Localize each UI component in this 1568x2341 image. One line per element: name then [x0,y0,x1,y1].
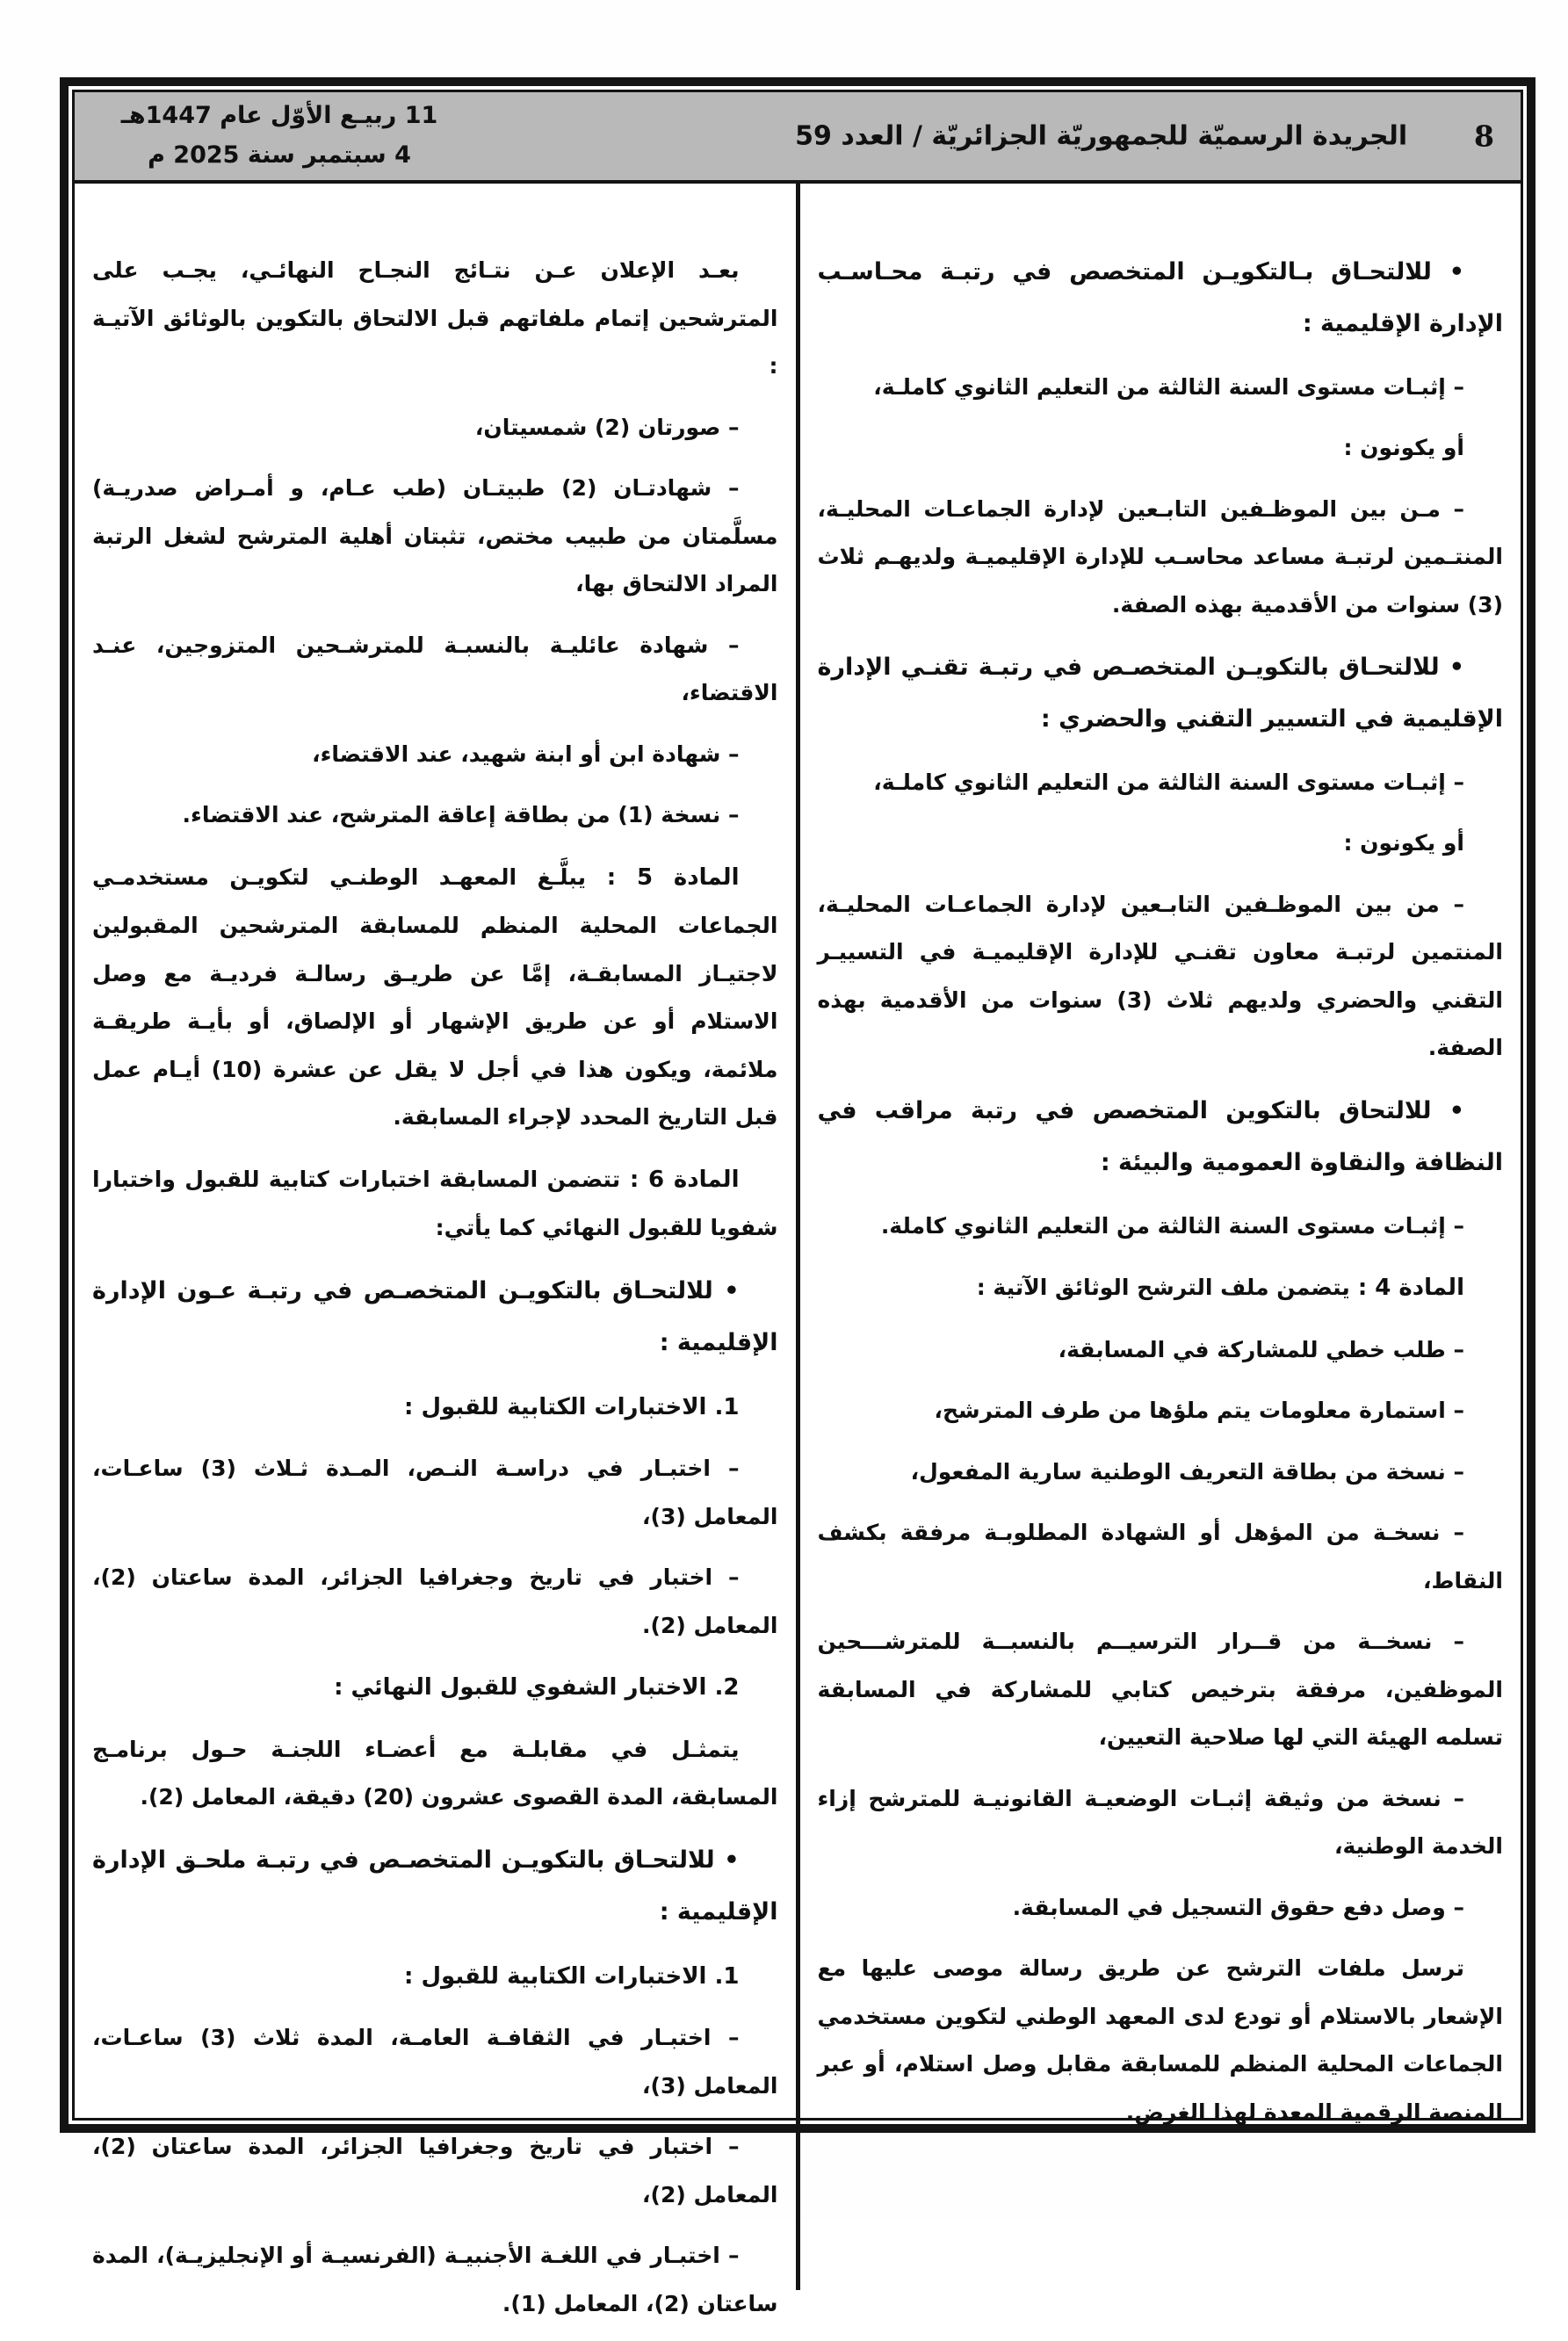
page-frame-inner [72,90,1523,2316]
list-item: – اختبـار في دراسـة النـص، المـدة ثـلاث (3) ساعـات، المعامل (3)، [92,1456,778,1529]
left-column [75,184,796,2341]
date-gregorian: 4 سبتمبر سنة 2025 م [148,141,411,169]
paragraph: أو يكونون : [1343,435,1464,461]
list-item: – مـن بين الموظـفين التابـعين لإدارة الجماعـات المحليـة، المنتـمين لرتبـة مساعد محاسـب للإدارة الإقليميـة ولديهـم ثلاث (3) سنوات من الأقدمية بهذه الصفة. [817,495,1503,618]
rank-heading: • للالتحـاق بالتكويـن المتخصـص في رتبـة عـون الإدارة الإقليمية : [92,1276,778,1356]
column-divider [796,184,800,2290]
test-subheading: 1. الاختبارات الكتابية للقبول : [404,1962,740,1990]
page-frame [60,77,1535,2316]
list-item: – نسخــة من قــرار الترسيــم بالنسبــة للمترشـــحين الموظفين، مرفقة بترخيص كتابي للمشاركة في المسابقة تسلمه الهيئة التي لها صلاحية التعيين، [817,1629,1503,1751]
list-item: – اختبار في تاريخ وجغرافيا الجزائر، المدة ساعتان (2)، المعامل (2)، [92,2134,778,2207]
journal-title: الجريدة الرسميّة للجمهوريّة الجزائريّة / العدد 59 [795,120,1408,152]
date-hijri: 11 ربيـع الأوّل عام 1447هـ [120,102,438,129]
article-paragraph: المادة 6 : تتضمن المسابقة اختبارات كتابية للقبول واختبارا شفويا للقبول النهائي كما يأتي: [92,1166,778,1241]
list-item: – استمارة معلومات يتم ملؤها من طرف المترشح، [934,1398,1464,1424]
list-item: – اختبار في تاريخ وجغرافيا الجزائر، المدة ساعتان (2)، المعامل (2). [92,1564,778,1638]
article-number: المادة 5 : [585,863,740,891]
page-number: 8 [1474,119,1494,154]
list-item: – نسخة (1) من بطاقة إعاقة المترشح، عند الاقتضاء. [182,802,740,827]
list-item: – إثبـات مستوى السنة الثالثة من التعليم الثانوي كاملـة، [873,373,1464,400]
rank-heading: • للالتحاق بالتكوين المتخصص في رتبة مراقب في النظافة والنقاوة العمومية والبيئة : [817,1096,1503,1176]
text-columns [75,184,1521,2341]
article-number: المادة 6 : [620,1166,740,1193]
test-subheading: 2. الاختبار الشفوي للقبول النهائي : [334,1674,740,1702]
list-item: – إثبـات مستوى السنة الثالثة من التعليم الثانوي كاملة. [880,1212,1464,1239]
paragraph: بعـد الإعلان عـن نتـائج النجـاح النهائـي، يجـب على المترشحين إتمام ملفاتهم قبل الالتحاق بالتكوين بالوثائق الآتيـة : [92,257,778,379]
article-paragraph: المادة 5 : يبلَّـغ المعهـد الوطنـي لتكويـن مستخدمـي الجماعات المحلية المنظم للمسابقة المترشحين المقبولين لاجتيـاز المسابقـة، إمَّا عن طريـق رسالـة فرديـة مع وصل الاستلام أو عن طريق الإشهار أو الإلصاق، أو بأيـة طريقـة ملائمة، ويكون هذا في أجل لا يقل عن عشرة (10) أيـام عمل قبل التاريخ المحدد لإجراء المسابقة. [92,863,778,1131]
list-item: – وصل دفع حقوق التسجيل في المسابقة. [1012,1894,1464,1920]
paragraph: أو يكونون : [1343,830,1464,856]
list-item: – نسخة من بطاقة التعريف الوطنية سارية المفعول، [910,1458,1464,1485]
list-item: – من بين الموظـفين التابـعين لإدارة الجماعـات المحليـة، المنتمين لرتبـة معاون تقنـي للإدارة الإقليميـة في التسييـر التقني والحضري ولديهم ثلاث (3) سنوات من الأقدمية بهذه الصفة. [817,891,1503,1061]
list-item: – شهادة عائليـة بالنسبـة للمترشـحين المتزوجين، عنـد الاقتضاء، [92,632,778,705]
list-item: – صورتان (2) شمسيتان، [474,414,740,440]
paragraph: ترسل ملفات الترشح عن طريق رسالة موصى عليها مع الإشعار بالاستلام أو تودع لدى المعهد الوطني لتكوين مستخدمي الجماعات المحلية المنظم للمسابقة مقابل وصل استلام، أو عبر المنصة الرقمية المعدة لهذا الغرض. [817,1955,1503,2125]
article-paragraph: المادة 4 : يتضمن ملف الترشح الوثائق الآتية : [976,1275,1464,1302]
issue-dates [90,97,468,175]
rank-heading: • للالتحـاق بـالتكويـن المتخصص في رتبـة محـاسـب الإدارة الإقليمية : [817,258,1503,337]
list-item: – نسخة من وثيقة إثبـات الوضعيـة القانونيـة للمترشح إزاء الخدمة الوطنية، [817,1785,1503,1860]
masthead [75,92,1521,184]
list-item: – اختبـار في الثقافـة العامـة، المدة ثلاث (3) ساعـات، المعامل (3)، [92,2025,778,2099]
test-subheading: 1. الاختبارات الكتابية للقبول : [404,1393,740,1420]
list-item: – شهادة ابن أو ابنة شهيد، عند الاقتضاء، [312,741,740,767]
rank-heading: • للالتحـاق بالتكويـن المتخصـص في رتبـة ملحـق الإدارة الإقليمية : [92,1846,778,1926]
article-number: المادة 4 : [1349,1275,1464,1302]
list-item: – طلب خطي للمشاركة في المسابقة، [1058,1336,1464,1362]
rank-heading: • للالتحـاق بالتكويـن المتخصـص في رتبـة تقنـي الإدارة الإقليمية في التسيير التقني والحضري : [817,654,1503,733]
right-column [800,184,1521,2341]
list-item: – إثبـات مستوى السنة الثالثة من التعليم الثانوي كاملـة، [873,769,1464,795]
paragraph: يتمثـل في مقابلـة مع أعضـاء اللجنـة حـول برنامـج المسابقة، المدة القصوى عشرون (20) دقيقة، المعامل (2). [92,1736,778,1810]
list-item: – شهادتـان (2) طبيتـان (طب عـام، و أمـراض صدريـة) مسلَّمتان من طبيب مختص، تثبتان أهلية المترشح لشغل الرتبة المراد الالتحاق بها، [92,475,778,596]
list-item: – نسخـة من المؤهل أو الشهادة المطلوبـة مرفقة بكشف النقاط، [817,1520,1503,1593]
list-item: – اختبـار في اللغـة الأجنبيـة (الفرنسيـة أو الإنجليزيـة)، المدة ساعتان (2)، المعامل (1). [92,2243,778,2316]
